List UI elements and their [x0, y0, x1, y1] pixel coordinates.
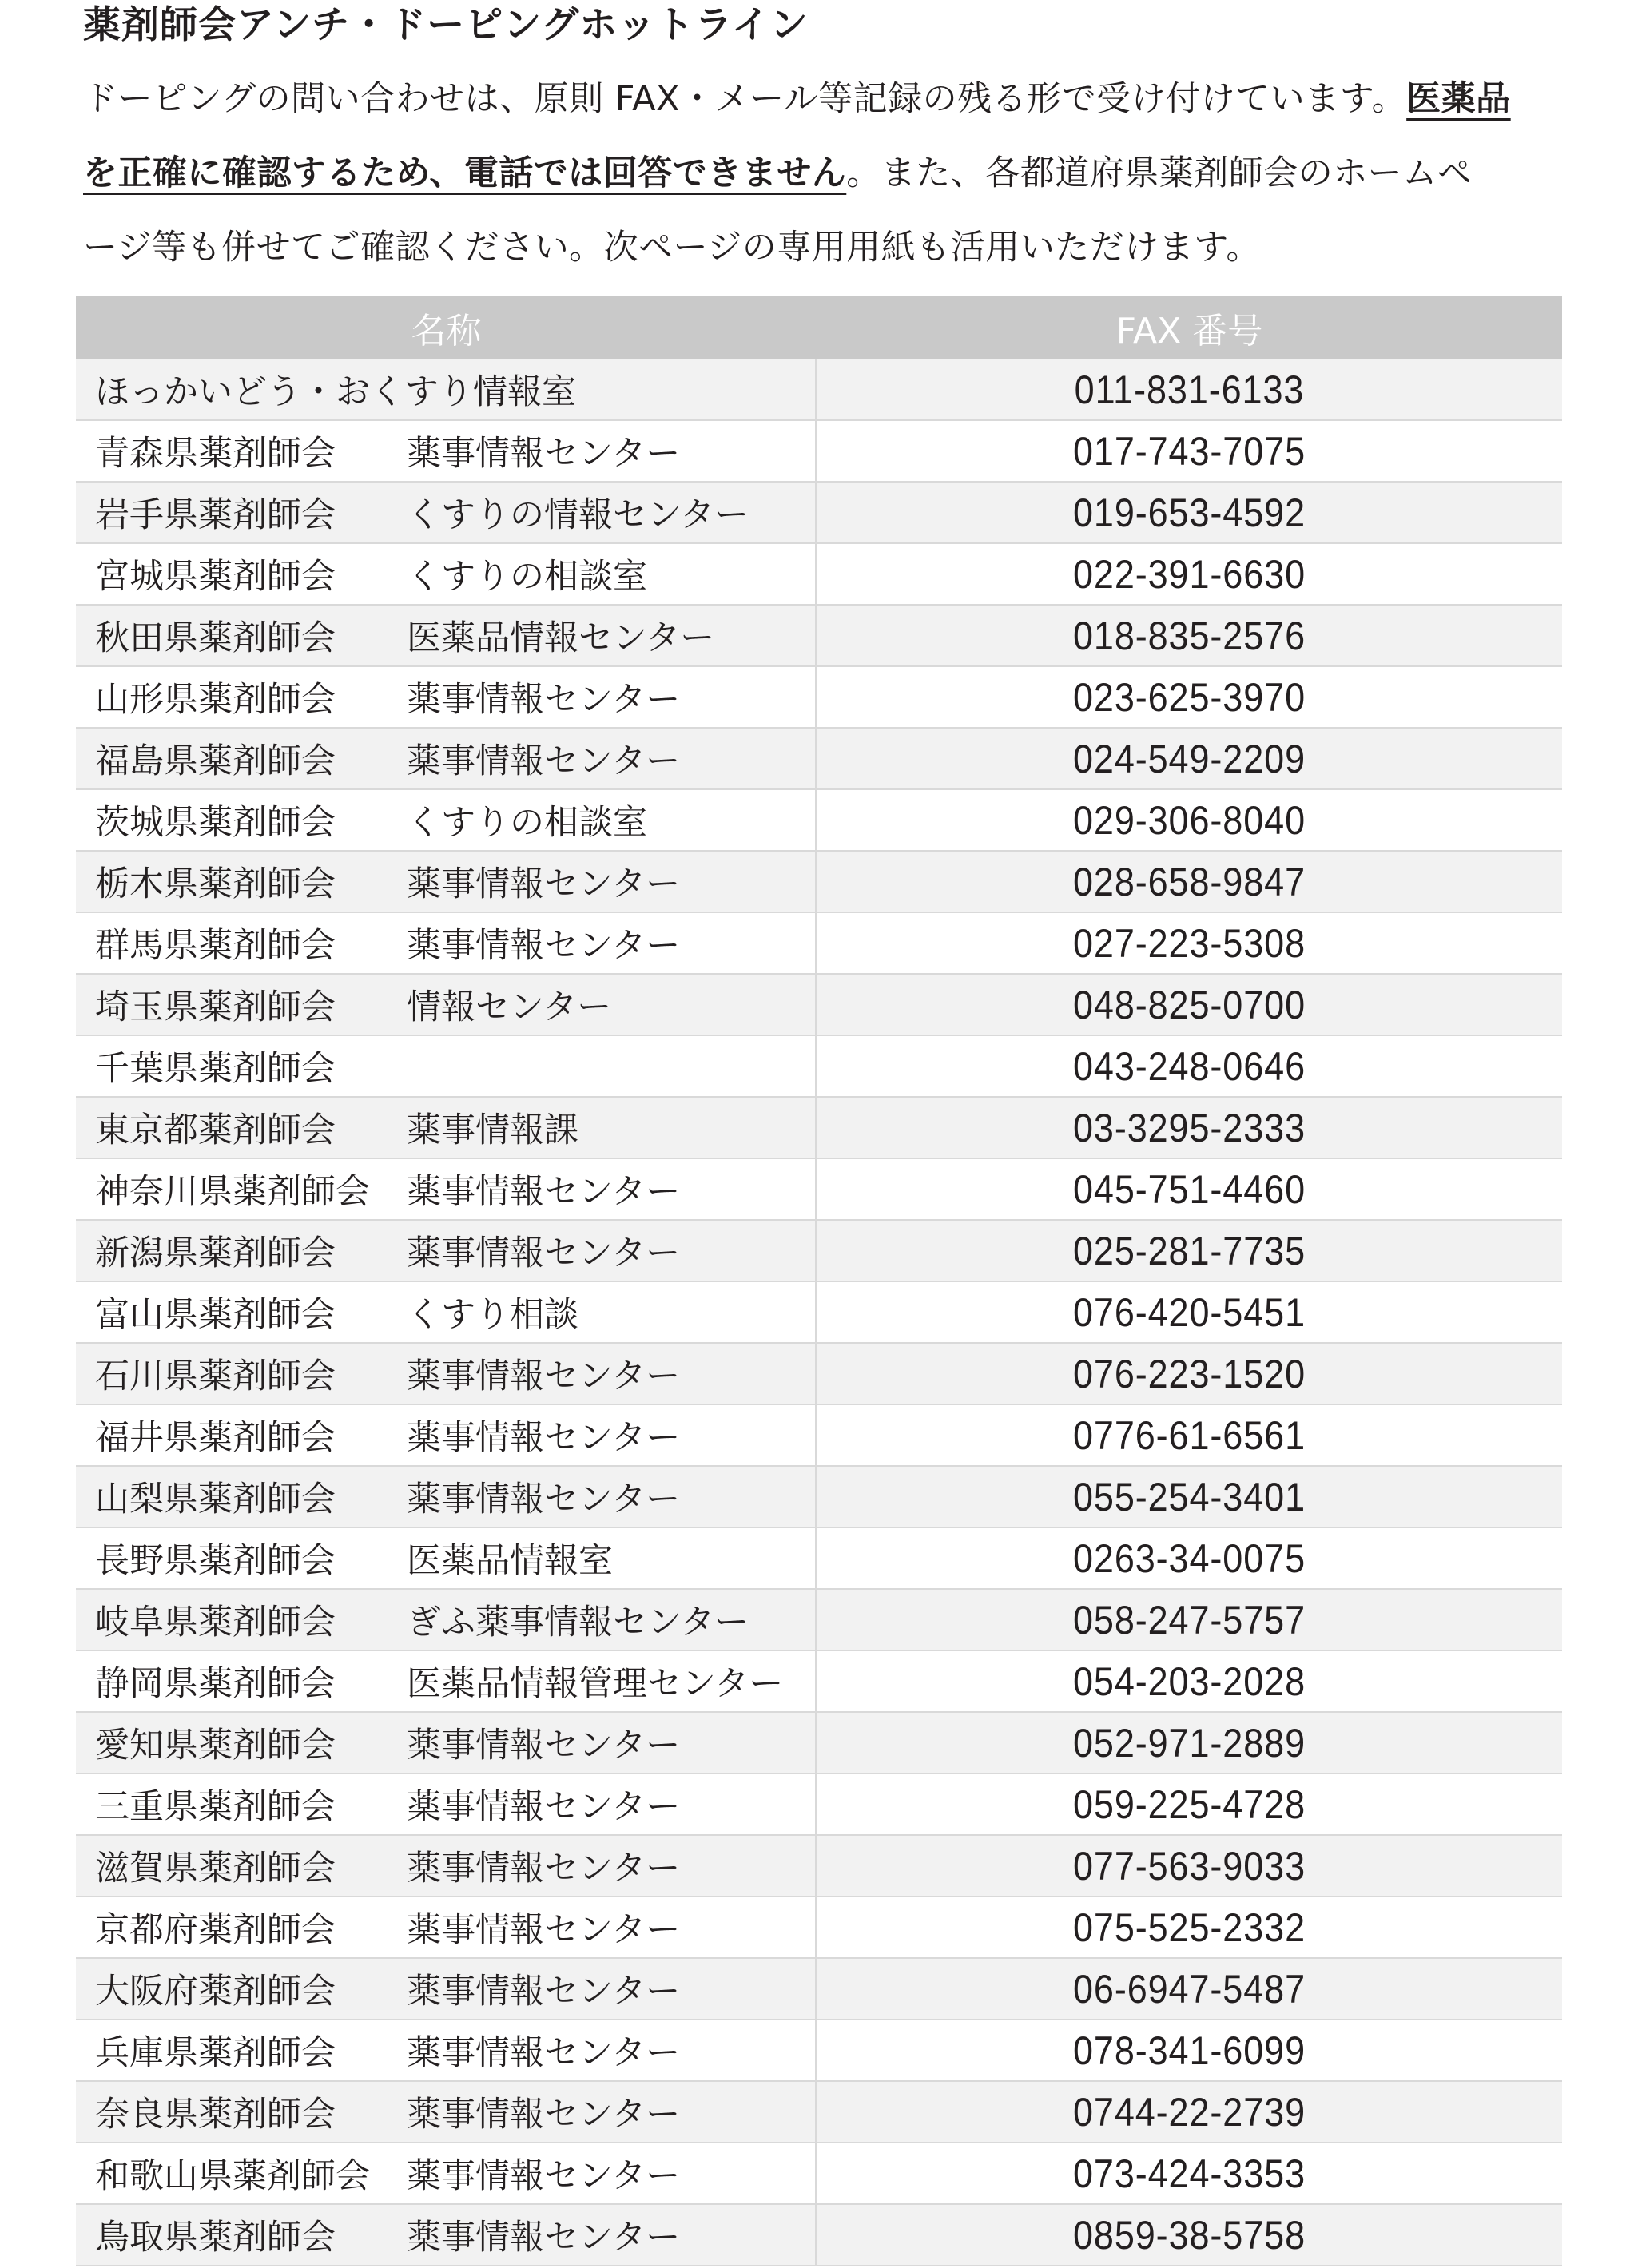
row-fax-number: 043-248-0646 [1072, 1043, 1306, 1089]
row-fax-number: 018-835-2576 [1072, 613, 1306, 658]
row-name-cell [76, 1528, 817, 1588]
row-fax-number: 0859-38-5758 [1072, 2212, 1306, 2258]
row-name-cell [76, 1713, 817, 1773]
row-department: 薬事情報センター [407, 864, 681, 904]
table-row [76, 1344, 1562, 1405]
row-fax-number: 011-831-6133 [1074, 367, 1305, 412]
row-association: 青森県薬剤師会 [95, 434, 336, 474]
row-name-cell [76, 729, 817, 788]
intro-line-3-text: ージ等も併せてご確認ください。次ページの専用用紙も活用いただけます。 [83, 228, 1261, 268]
row-department: 医薬品情報管理センター [407, 1664, 784, 1704]
table-row [76, 913, 1562, 975]
row-association: 静岡県薬剤師会 [95, 1664, 336, 1704]
row-name-cell [76, 1590, 817, 1650]
row-name-cell [76, 2205, 817, 2265]
table-row [76, 1098, 1562, 1159]
row-association: 秋田県薬剤師会 [95, 618, 336, 658]
row-department: 薬事情報センター [407, 2218, 681, 2258]
table-row [76, 729, 1562, 790]
row-association: 埼玉県薬剤師会 [95, 987, 336, 1027]
row-department: 薬事情報センター [407, 2156, 681, 2196]
row-name-cell [76, 483, 817, 542]
row-department: くすり相談 [407, 1295, 578, 1335]
row-association: 兵庫県薬剤師会 [95, 2033, 336, 2073]
row-association: 東京都薬剤師会 [95, 1110, 336, 1150]
row-department: 薬事情報センター [407, 1726, 681, 1766]
row-fax-number: 055-254-3401 [1072, 1474, 1306, 1519]
intro-line-2-text: 。また、各都道府県薬剤師会のホームペ [846, 153, 1473, 193]
row-name-cell [76, 2020, 817, 2080]
row-fax-number: 045-751-4460 [1072, 1166, 1306, 1212]
row-fax-number: 052-971-2889 [1072, 1720, 1306, 1766]
table-row [76, 2020, 1562, 2082]
row-name-cell [76, 667, 817, 727]
page-title: 薬剤師会アンチ・ドーピングホットライン [83, 3, 809, 47]
row-association: 宮城県薬剤師会 [95, 557, 336, 597]
intro-line-3 [83, 211, 1569, 285]
row-department: 医薬品情報センター [407, 618, 715, 658]
row-fax-number: 0776-61-6561 [1072, 1412, 1306, 1458]
row-department: くすりの相談室 [407, 557, 647, 597]
row-name-cell [76, 2082, 817, 2142]
row-name-cell [76, 1836, 817, 1896]
row-fax-number: 076-420-5451 [1072, 1289, 1306, 1335]
row-association: 三重県薬剤師会 [95, 1787, 336, 1827]
header-name: 名称 [411, 311, 482, 352]
row-name-cell [76, 1282, 817, 1342]
row-fax-number: 059-225-4728 [1072, 1781, 1306, 1827]
table-row [76, 359, 1562, 421]
row-name-cell [76, 975, 817, 1035]
row-name-cell [76, 606, 817, 665]
row-fax-number: 019-653-4592 [1072, 490, 1306, 535]
row-department: 薬事情報センター [407, 1972, 681, 2012]
row-name-cell [76, 1036, 817, 1096]
header-fax: FAX 番号 [1115, 311, 1263, 352]
row-name-cell [76, 359, 817, 419]
row-fax-number: 077-563-9033 [1072, 1843, 1306, 1889]
intro-line-2 [83, 137, 1569, 211]
row-department: 薬事情報センター [407, 2033, 681, 2073]
row-association: 和歌山県薬剤師会 [95, 2156, 370, 2196]
row-fax-number: 024-549-2209 [1072, 736, 1306, 781]
table-row [76, 606, 1562, 667]
row-association: 神奈川県薬剤師会 [95, 1172, 370, 1212]
row-association: 岐阜県薬剤師会 [95, 1603, 336, 1642]
row-name-cell [76, 1467, 817, 1527]
table-row [76, 483, 1562, 544]
row-fax-number: 017-743-7075 [1072, 428, 1306, 474]
table-header [76, 296, 1562, 359]
row-association: 奈良県薬剤師会 [95, 2095, 336, 2135]
row-name-cell [76, 1651, 817, 1711]
row-fax-number: 027-223-5308 [1072, 920, 1306, 966]
row-department: くすりの相談室 [407, 803, 647, 843]
row-fax-number: 0263-34-0075 [1072, 1535, 1306, 1581]
row-department: ぎふ薬事情報センター [407, 1603, 749, 1642]
intro-line-1-text: ドーピングの問い合わせは、原則 FAX・メール等記録の残る形で受け付けています。 [83, 79, 1407, 119]
table-row [76, 1528, 1562, 1590]
table-row [76, 1836, 1562, 1897]
table-row [76, 1590, 1562, 1651]
row-department: 薬事情報センター [407, 1356, 681, 1396]
row-association: 愛知県薬剤師会 [95, 1726, 336, 1766]
row-association: 長野県薬剤師会 [95, 1541, 336, 1581]
table-row [76, 2143, 1562, 2205]
table-row [76, 1774, 1562, 1836]
row-name-cell [76, 1159, 817, 1219]
table-row [76, 1651, 1562, 1713]
row-association: 京都府薬剤師会 [95, 1910, 336, 1950]
row-fax-number: 06-6947-5487 [1072, 1966, 1306, 2012]
row-department: 薬事情報センター [407, 680, 681, 720]
row-name-cell [76, 1774, 817, 1834]
intro-line-1 [83, 62, 1569, 137]
intro-emphasis-2: を正確に確認するため、電話では回答できません [83, 153, 847, 193]
row-association: 千葉県薬剤師会 [95, 1049, 336, 1089]
table-row [76, 1221, 1562, 1282]
intro-emphasis-1: 医薬品 [1406, 79, 1511, 119]
row-name-cell [76, 1098, 817, 1158]
row-fax-number: 048-825-0700 [1072, 982, 1306, 1027]
row-association: 茨城県薬剤師会 [95, 803, 336, 843]
row-association: ほっかいどう・おくすり情報室 [95, 372, 576, 412]
row-association: 岩手県薬剤師会 [95, 495, 336, 535]
row-fax-number: 075-525-2332 [1072, 1905, 1306, 1950]
fax-table [76, 296, 1562, 2266]
row-department: 薬事情報センター [407, 2095, 681, 2135]
row-department: 薬事情報センター [407, 1910, 681, 1950]
table-body [76, 359, 1562, 2266]
row-name-cell [76, 1221, 817, 1281]
row-fax-number: 025-281-7735 [1072, 1228, 1306, 1273]
table-row [76, 1897, 1562, 1959]
row-name-cell [76, 544, 817, 604]
row-department: 薬事情報センター [407, 1849, 681, 1889]
table-row [76, 1036, 1562, 1098]
row-name-cell [76, 1897, 817, 1957]
row-name-cell [76, 2143, 817, 2203]
row-name-cell [76, 790, 817, 850]
table-row [76, 1405, 1562, 1467]
row-fax-number: 028-658-9847 [1072, 859, 1306, 904]
row-department: 薬事情報センター [407, 1172, 681, 1212]
table-row [76, 421, 1562, 483]
table-row [76, 544, 1562, 606]
row-department: くすりの情報センター [407, 495, 749, 535]
row-name-cell [76, 421, 817, 481]
row-association: 石川県薬剤師会 [95, 1356, 336, 1396]
row-fax-number: 0744-22-2739 [1072, 2089, 1306, 2135]
row-fax-number: 058-247-5757 [1072, 1597, 1306, 1642]
row-department: 薬事情報センター [407, 741, 681, 781]
row-fax-number: 023-625-3970 [1072, 674, 1306, 720]
row-fax-number: 029-306-8040 [1072, 797, 1306, 843]
row-department: 薬事情報センター [407, 1480, 681, 1519]
table-row [76, 1159, 1562, 1221]
row-department: 薬事情報センター [407, 1787, 681, 1827]
row-fax-number: 078-341-6099 [1072, 2028, 1306, 2073]
row-association: 福島県薬剤師会 [95, 741, 336, 781]
row-department: 薬事情報センター [407, 434, 681, 474]
row-department: 医薬品情報室 [407, 1541, 613, 1581]
row-association: 大阪府薬剤師会 [95, 1972, 336, 2012]
row-association: 新潟県薬剤師会 [95, 1233, 336, 1273]
row-association: 鳥取県薬剤師会 [95, 2218, 336, 2258]
row-name-cell [76, 913, 817, 973]
row-name-cell [76, 852, 817, 912]
table-row [76, 2205, 1562, 2266]
table-row [76, 852, 1562, 913]
row-association: 山梨県薬剤師会 [95, 1480, 336, 1519]
table-row [76, 1282, 1562, 1344]
table-row [76, 1713, 1562, 1774]
row-department: 薬事情報センター [407, 926, 681, 966]
table-row [76, 2082, 1562, 2143]
table-row [76, 1959, 1562, 2020]
table-row [76, 1467, 1562, 1528]
row-name-cell [76, 1344, 817, 1404]
row-association: 山形県薬剤師会 [95, 680, 336, 720]
row-fax-number: 073-424-3353 [1072, 2151, 1306, 2196]
row-name-cell [76, 1405, 817, 1465]
row-department: 薬事情報センター [407, 1233, 681, 1273]
table-row [76, 667, 1562, 729]
row-department: 情報センター [407, 987, 612, 1027]
row-fax-number: 054-203-2028 [1072, 1658, 1306, 1704]
row-association: 群馬県薬剤師会 [95, 926, 336, 966]
row-department: 薬事情報センター [407, 1418, 681, 1458]
row-association: 滋賀県薬剤師会 [95, 1849, 336, 1889]
row-association: 富山県薬剤師会 [95, 1295, 336, 1335]
table-row [76, 790, 1562, 852]
intro-paragraph [83, 62, 1569, 285]
row-association: 福井県薬剤師会 [95, 1418, 336, 1458]
table-row [76, 975, 1562, 1036]
row-fax-number: 076-223-1520 [1072, 1351, 1306, 1396]
row-fax-number: 03-3295-2333 [1072, 1105, 1306, 1150]
row-department: 薬事情報課 [407, 1110, 578, 1150]
row-association: 栃木県薬剤師会 [95, 864, 336, 904]
row-name-cell [76, 1959, 817, 2019]
row-fax-number: 022-391-6630 [1072, 551, 1306, 597]
